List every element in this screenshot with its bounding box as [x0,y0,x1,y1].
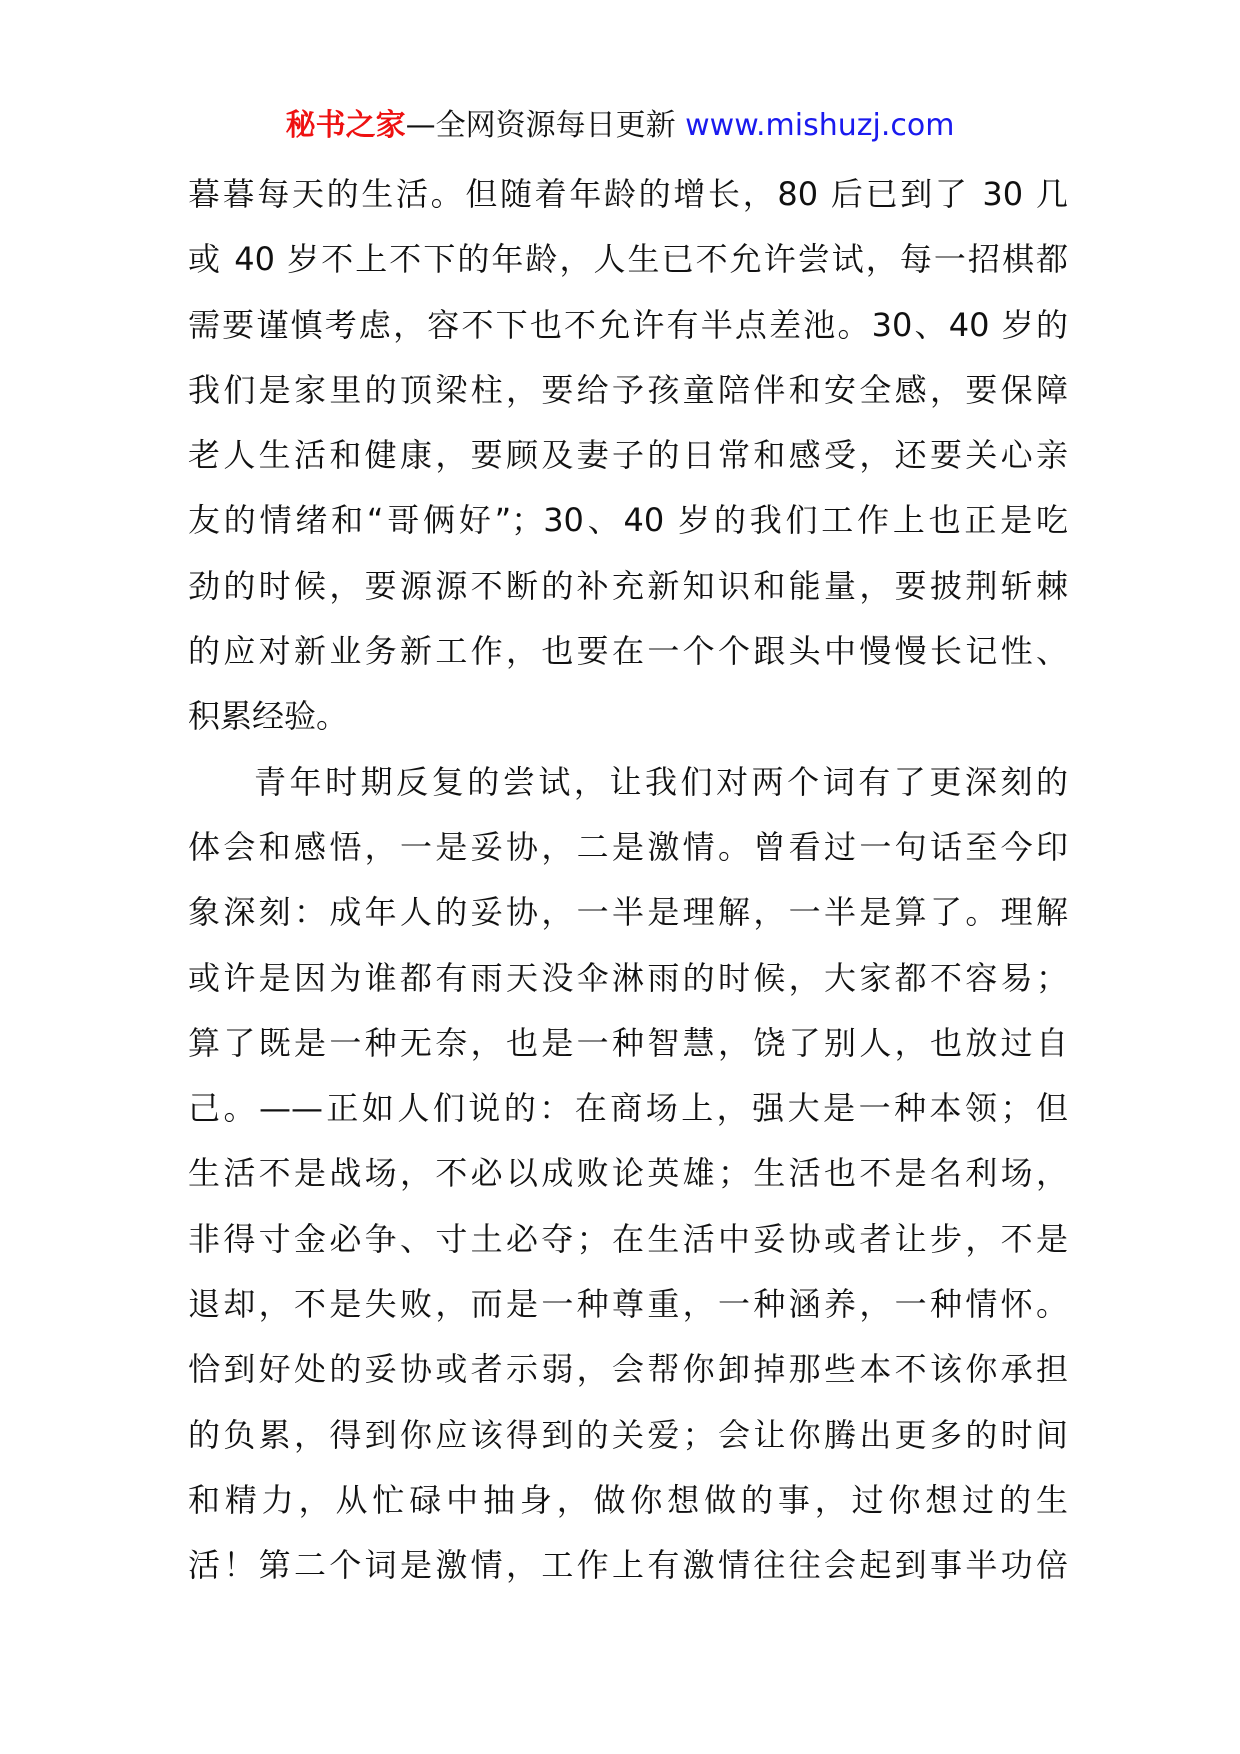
text-line: 青年时期反复的尝试，让我们对两个词有了更深刻的 [254,762,1068,801]
page-header [0,104,1240,148]
paragraph-2 [188,750,1068,1599]
text-line: 生活不是战场，不必以成败论英雄；生活也不是名利场， [188,1154,1068,1193]
text-line: 或许是因为谁都有雨天没伞淋雨的时候，大家都不容易； [188,958,1068,997]
header-tagline: —全网资源每日更新 [405,108,676,143]
text-line: 己。——正如人们说的：在商场上，强大是一种本领；但 [188,1089,1068,1128]
text-line: 老人生活和健康，要顾及妻子的日常和感受，还要关心亲 [188,436,1068,475]
text-line: 我们是家里的顶梁柱，要给予孩童陪伴和安全感，要保障 [188,370,1068,409]
text-line: 友的情绪和“哥俩好”；30、40 岁的我们工作上也正是吃 [188,501,1068,540]
text-line: 需要谨慎考虑，容不下也不允许有半点差池。30、40 岁的 [188,305,1068,344]
text-line: 的应对新业务新工作，也要在一个个跟头中慢慢长记性、 [188,632,1068,671]
text-line: 劲的时候，要源源不断的补充新知识和能量，要披荆斩棘 [188,566,1068,605]
site-url-link[interactable]: www.mishuzj.com [685,108,955,143]
text-line: 退却，不是失败，而是一种尊重，一种涵养，一种情怀。 [188,1285,1068,1324]
brand-name: 秘书之家 [285,108,406,143]
text-line: 暮暮每天的生活。但随着年龄的增长，80 后已到了 30 几 [188,175,1068,213]
text-line: 活！第二个词是激情，工作上有激情往往会起到事半功倍 [188,1546,1068,1585]
text-line: 积累经验。 [188,697,349,736]
text-line: 象深刻：成年人的妥协，一半是理解，一半是算了。理解 [188,893,1068,932]
document-body [188,162,1068,1599]
text-line: 体会和感悟，一是妥协，二是激情。曾看过一句话至今印 [188,827,1068,866]
text-line: 的负累，得到你应该得到的关爱；会让你腾出更多的时间 [188,1415,1068,1454]
text-line: 或 40 岁不上不下的年龄，人生已不允许尝试，每一招棋都 [188,240,1068,279]
paragraph-1 [188,162,1068,750]
text-line: 非得寸金必争、寸土必夺；在生活中妥协或者让步，不是 [188,1219,1068,1258]
text-line: 算了既是一种无奈，也是一种智慧，饶了别人，也放过自 [188,1023,1068,1062]
text-line: 和精力，从忙碌中抽身，做你想做的事，过你想过的生 [188,1480,1068,1519]
text-line: 恰到好处的妥协或者示弱，会帮你卸掉那些本不该你承担 [188,1350,1068,1389]
